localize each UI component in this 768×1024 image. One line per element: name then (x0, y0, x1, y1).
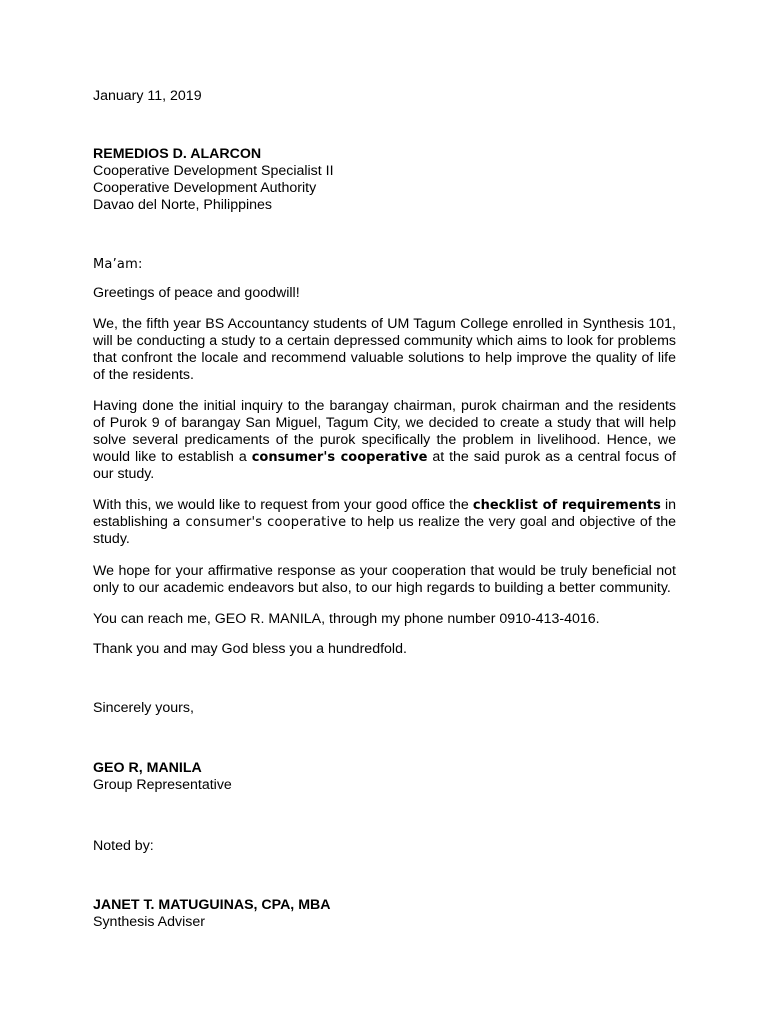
consumer-cooperative-emphasis: consumer's cooperative (251, 450, 428, 465)
recipient-title: Cooperative Development Specialist II (93, 163, 334, 179)
paragraph-inquiry (93, 398, 676, 483)
recipient-name: REMEDIOS D. ALARCON (93, 146, 262, 162)
paragraph-inquiry-end: at the said purok as a central focus of our study. (93, 449, 676, 482)
salutation: Ma’am: (93, 257, 143, 272)
recipient-location: Davao del Norte, Philippines (93, 197, 273, 213)
paragraph-intro: We, the fifth year BS Accountancy students of UM Tagum College enrolled in Synthesis 101, will be conducting a study to a certain depressed community which aims to look for problems that confront the locale and recommend valuable solutions to help improve the quality of life of the residents. (93, 316, 676, 383)
recipient-block (93, 146, 676, 214)
sender-name: GEO R, MANILA (93, 760, 202, 776)
adviser-name: JANET T. MATUGUINAS, CPA, MBA (93, 897, 331, 913)
letter-date: January 11, 2019 (93, 88, 202, 104)
adviser-block (93, 897, 676, 931)
paragraph-inquiry-text: Having done the initial inquiry to the barangay chairman, purok chairman and the residents of Purok 9 of barangay San Miguel, Tagum City, we decided to create a study that will help solve several predicaments of the purok specifically the problem in livelihood. Hence, we would like to establish a (93, 398, 676, 465)
paragraph-request-text: With this, we would like to request from your good office the (93, 497, 473, 513)
consumer-cooperative-text: a consumer's cooperative (172, 515, 347, 530)
noted-label: Noted by: (93, 838, 154, 854)
greeting: Greetings of peace and goodwill! (93, 285, 300, 301)
paragraph-request-end: to help us realize the very goal and objective of the study. (93, 514, 676, 547)
paragraph-request-middle: in establishing (93, 497, 676, 530)
closing: Sincerely yours, (93, 700, 194, 716)
adviser-role: Synthesis Adviser (93, 914, 205, 930)
checklist-emphasis: checklist of requirements (472, 498, 661, 513)
paragraph-request (93, 497, 676, 548)
paragraph-thanks: Thank you and may God bless you a hundredfold. (93, 641, 407, 657)
sender-role: Group Representative (93, 777, 232, 793)
sender-block (93, 760, 676, 794)
paragraph-hope: We hope for your affirmative response as your cooperation that would be truly beneficial not only to our academic endeavors but also, to our high regards to building a better community. (93, 563, 676, 596)
paragraph-contact: You can reach me, GEO R. MANILA, through my phone number 0910-413-4016. (93, 611, 600, 627)
recipient-organization: Cooperative Development Authority (93, 180, 317, 196)
